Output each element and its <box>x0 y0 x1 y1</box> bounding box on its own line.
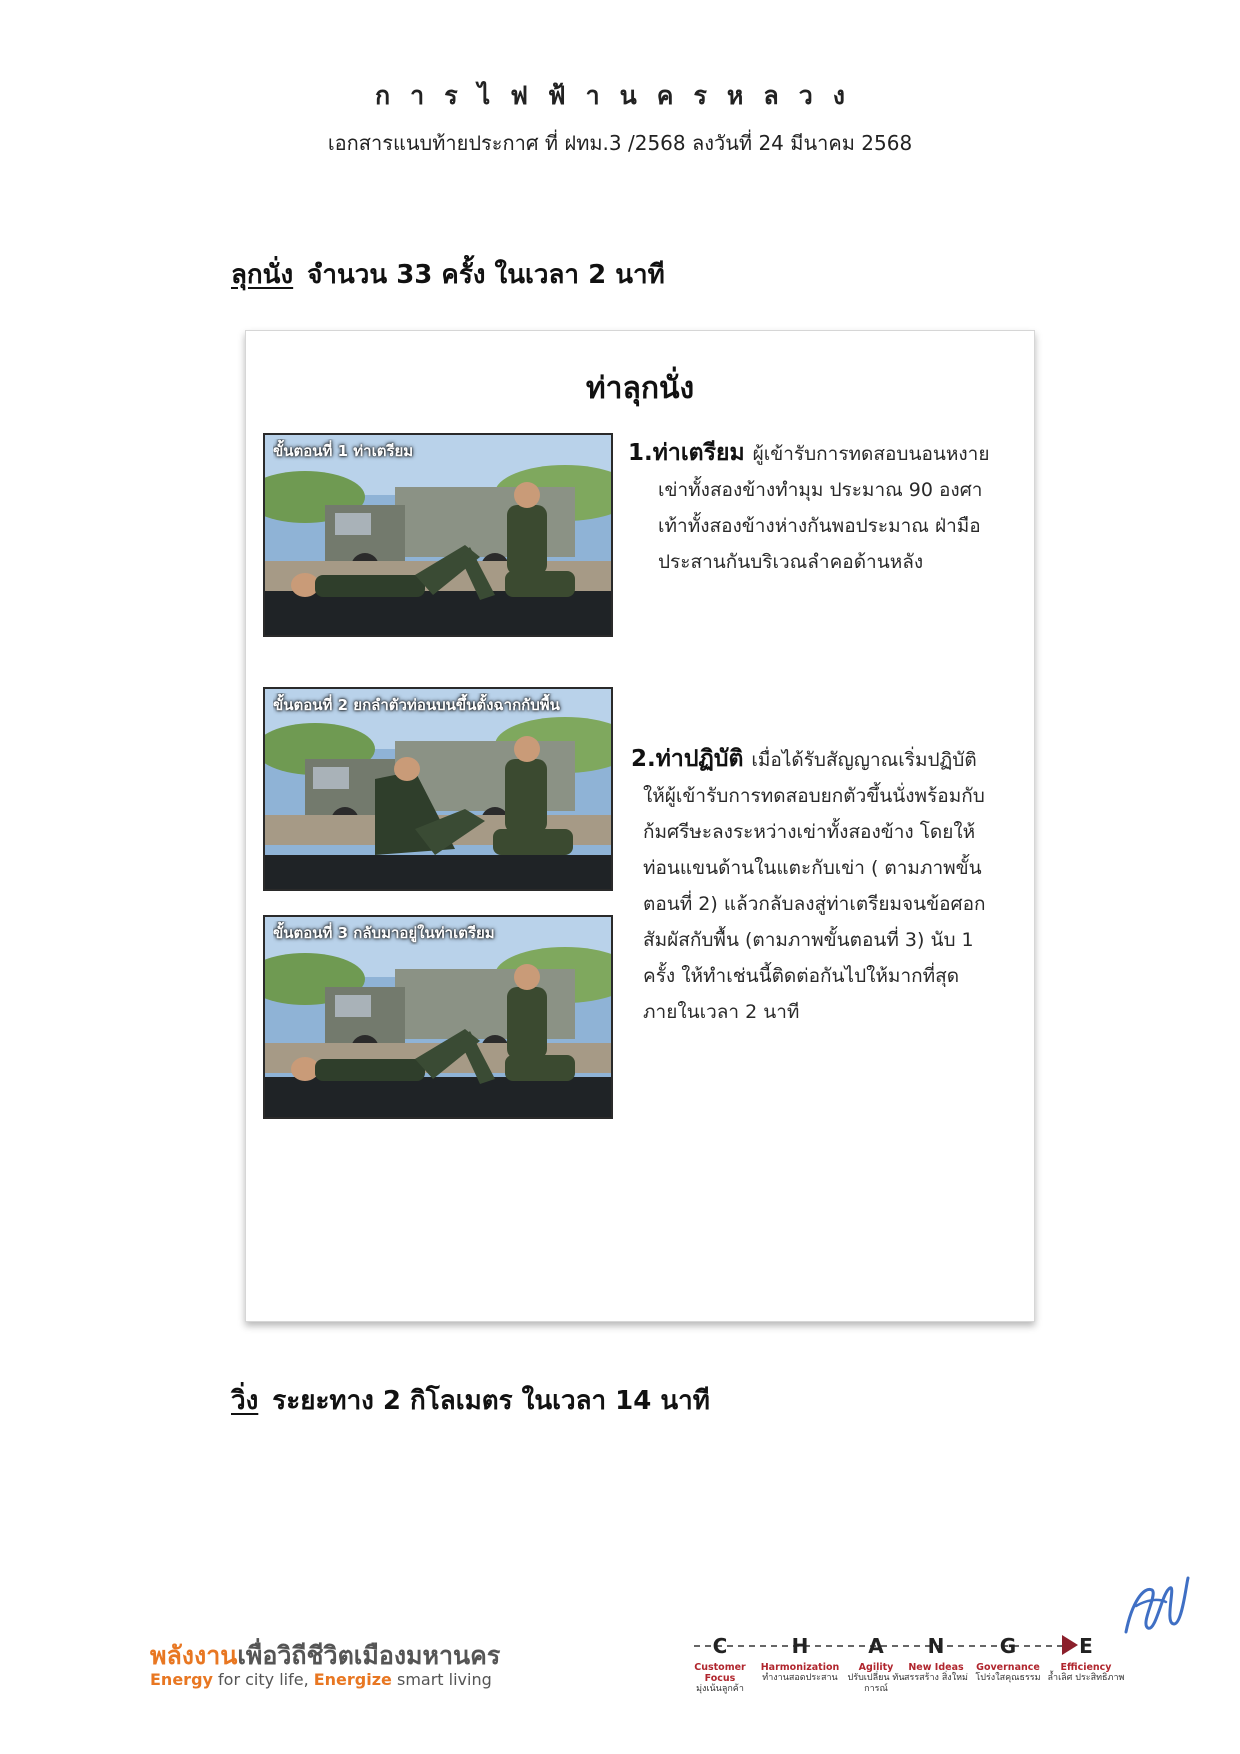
organization-name: การไฟฟ้านครหลวง <box>375 81 865 110</box>
value-th: ล้ำเลิศ ประสิทธิภาพ <box>1047 1673 1125 1683</box>
section-detail: จำนวน 33 ครั้ง ในเวลา 2 นาที <box>307 260 665 290</box>
step-2-title: 2.ท่าปฏิบัติ <box>631 746 744 772</box>
change-letter: G <box>999 1634 1017 1657</box>
value-harmonization <box>760 1662 840 1684</box>
step-text-line: ผู้เข้ารับการทดสอบนอนหงาย <box>752 443 990 465</box>
photo-step-1 <box>263 433 613 637</box>
photo-caption: ขั้นตอนที่ 2 ยกลำตัวท่อนบนขึ้นตั้งฉากกับพื้น <box>273 696 560 714</box>
value-th: โปร่งใสคุณธรรม <box>975 1673 1041 1683</box>
step-text-line: เมื่อได้รับสัญญาณเริ่มปฏิบัติ <box>751 749 977 771</box>
change-letter: C <box>712 1634 728 1657</box>
value-th: มุ่งเน้นลูกค้า <box>696 1684 744 1694</box>
step-text-line: ให้ผู้เข้ารับการทดสอบยกตัวขึ้นนั่งพร้อมกับ <box>643 785 985 807</box>
value-en: Customer Focus <box>694 1662 746 1684</box>
signature-mark <box>1118 1572 1194 1648</box>
step-1-description <box>628 435 1023 580</box>
section-label: ลุกนั่ง <box>231 260 294 290</box>
step-text-line: สัมผัสกับพื้น (ตามภาพขั้นตอนที่ 3) นับ 1 <box>643 929 974 951</box>
value-en: Efficiency <box>1060 1662 1112 1673</box>
section-detail: ระยะทาง 2 กิโลเมตร ในเวลา 14 นาที <box>272 1386 710 1416</box>
step-text-line: ก้มศรีษะลงระหว่างเข่าทั้งสองข้าง โดยให้ <box>643 821 976 843</box>
value-governance <box>968 1662 1048 1684</box>
value-en: Harmonization <box>760 1662 840 1673</box>
value-en: Agility <box>858 1662 894 1673</box>
panel-title: ท่าลุกนั่ง <box>585 371 695 406</box>
value-th: สรรสร้าง สิ่งใหม่ <box>904 1673 968 1683</box>
slogan-part: พลังงาน <box>150 1641 238 1670</box>
step-text-line: เข่าทั้งสองข้างทำมุม ประมาณ 90 องศา <box>658 479 983 501</box>
value-customer-focus <box>680 1662 760 1695</box>
value-en: Governance <box>976 1662 1040 1673</box>
step-text-line: ภายในเวลา 2 นาที <box>643 1001 800 1023</box>
photo-caption: ขั้นตอนที่ 1 ท่าเตรียม <box>273 442 414 460</box>
photo-step-3 <box>263 915 613 1119</box>
change-letter: H <box>791 1634 809 1657</box>
slogan-part: Energize <box>313 1670 392 1689</box>
situp-up-illustration <box>265 689 611 889</box>
value-th: ปรับเปลี่ยน ทันการณ์ <box>847 1673 905 1694</box>
situp-return-illustration <box>265 917 611 1117</box>
value-new-ideas <box>896 1662 976 1684</box>
document-subtitle: เอกสารแนบท้ายประกาศ ที่ ฝทม.3 /2568 ลงวันที่ 24 มีนาคม 2568 <box>327 131 913 155</box>
step-1-title: 1.ท่าเตรียม <box>628 440 745 466</box>
value-th: ทำงานสอดประสาน <box>762 1673 838 1683</box>
value-efficiency <box>1046 1662 1126 1684</box>
section-heading-situp <box>231 254 665 295</box>
value-en: New Ideas <box>908 1662 964 1673</box>
section-heading-run <box>231 1380 710 1421</box>
situp-prepare-illustration <box>265 435 611 635</box>
slogan-part: for city life, <box>212 1670 314 1689</box>
situp-instruction-panel <box>245 330 1035 1322</box>
slogan-part: smart living <box>391 1670 492 1689</box>
slogan-part: เพื่อวิถีชีวิตเมืองมหานคร <box>237 1641 501 1670</box>
step-text-line: ตอนที่ 2) แล้วกลับลงสู่ท่าเตรียมจนข้อศอก <box>643 893 986 915</box>
change-values-logo <box>674 1633 1114 1657</box>
step-text-line: ท่อนแขนด้านในแตะกับเข่า ( ตามภาพขั้น <box>643 857 982 879</box>
change-letter: N <box>927 1634 945 1657</box>
step-text-line: เท้าทั้งสองข้างห่างกันพอประมาณ ฝ่ามือ <box>658 515 981 537</box>
change-letter: A <box>868 1634 884 1657</box>
footer-slogan-english <box>150 1670 492 1689</box>
slogan-part: Energy <box>150 1670 213 1689</box>
photo-step-2 <box>263 687 613 891</box>
step-text-line: ครั้ง ให้ทำเช่นนี้ติดต่อกันไปให้มากที่สุด <box>643 965 960 987</box>
photo-caption: ขั้นตอนที่ 3 กลับมาอยู่ในท่าเตรียม <box>273 924 495 942</box>
change-letter: E <box>1079 1634 1093 1657</box>
section-label: วิ่ง <box>231 1386 259 1416</box>
arrow-icon <box>1062 1635 1078 1655</box>
step-text-line: ประสานกันบริเวณลำคอด้านหลัง <box>658 551 924 573</box>
step-2-description <box>631 741 1026 1030</box>
